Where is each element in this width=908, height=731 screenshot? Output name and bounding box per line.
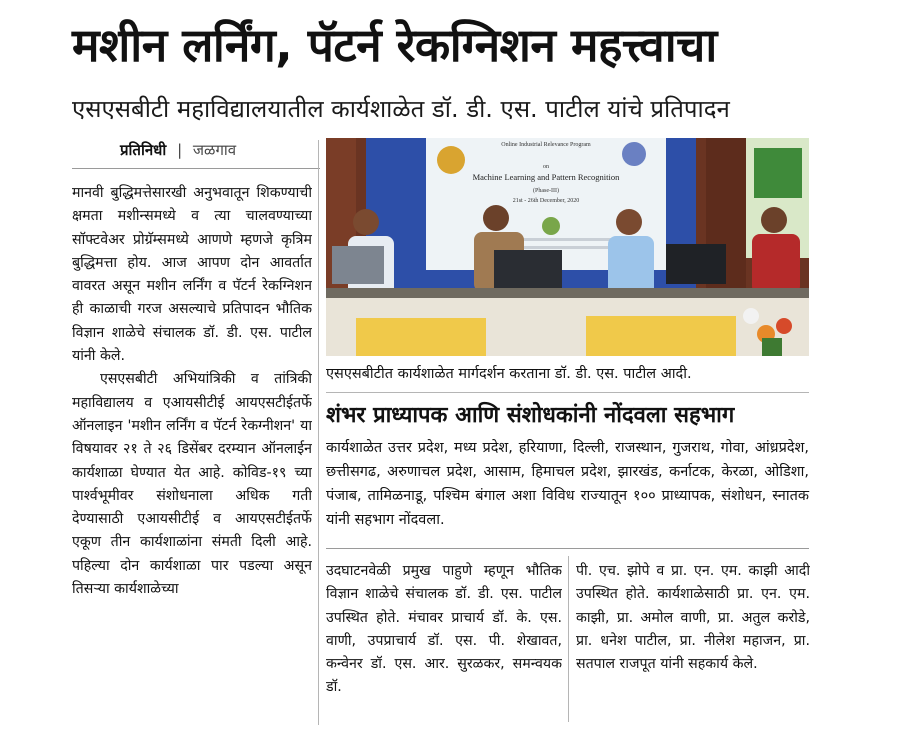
left-column (72, 182, 312, 722)
news-photo (326, 138, 809, 356)
left-column-top-rule (72, 168, 320, 169)
byline-separator: | (177, 141, 183, 159)
subheadline: एसएसबीटी महाविद्यालयातील कार्यशाळेत डॉ. डी. एस. पाटील यांचे प्रतिपादन (72, 95, 730, 123)
banner-line-1: Online Industrial Relevance Program (501, 142, 591, 148)
caption-rule (326, 392, 809, 393)
lower-column-divider (568, 556, 569, 722)
byline (120, 138, 236, 162)
banner-line-4: (Phase-III) (533, 188, 559, 194)
section-rule (326, 548, 809, 549)
reporter-label: प्रतिनिधी (120, 141, 167, 159)
photo-caption: एसएसबीटीत कार्यशाळेत मार्गदर्शन करताना डॉ. डी. एस. पाटील आदी. (326, 366, 692, 382)
right-column: पी. एच. झोपे व प्रा. एन. एम. काझी आदी उपस्थित होते. कार्यशाळेसाठी प्रा. एन. एम. काझी, प्रा. अमोल वाणी, प्रा. अतुल करोडे, प्रा. धनेश पाटील, प्रा. नीलेश महाजन, प्रा. सतपाल राजपूत यांनी सहकार्य केले. (576, 563, 810, 673)
column-divider (318, 140, 319, 725)
banner-line-5: 21st - 26th December, 2020 (512, 198, 580, 204)
left-paragraph-1: मानवी बुद्धिमत्तेसारखी अनुभवातून शिकण्याची क्षमता मशीन्समध्ये व त्या चालवण्याच्या सॉफ्टवेअर प्रोग्रॅम्समध्ये आणणे म्हणजे कृत्रिम बुद्धिमत्ता होय. आज आपण दोन आवर्तात वावरत असून मशीन लर्निंग व पॅटर्न रेकग्निशन ही काळाची गरज असल्याचे प्रतिपादन भौतिक विज्ञान शाळेचे संचालक डॉ. डी. एस. पाटील यांनी केले. (72, 185, 312, 365)
location-label: जळगाव (192, 141, 237, 159)
headline: मशीन लर्निंग, पॅटर्न रेकग्निशन महत्त्वाचा (72, 18, 717, 72)
states-paragraph: कार्यशाळेत उत्तर प्रदेश, मध्य प्रदेश, हरियाणा, दिल्ली, राजस्थान, गुजराथ, गोवा, आंध्रप्रदेश, छत्तीसगढ, अरुणाचल प्रदेश, आसाम, हिमाचल प्रदेश, झारखंड, कर्नाटक, केरळा, ओडिशा, पंजाब, तामिळनाडू, पश्चिम बंगाल अशा विविध राज्यातून १०० प्राध्यापक, संशोधन, स्नातक यांनी सहभाग नोंदवला. (326, 440, 809, 528)
section-subheading: शंभर प्राध्यापक आणि संशोधकांनी नोंदवला सहभाग (326, 403, 735, 428)
banner-line-2: on (543, 164, 549, 170)
left-paragraph-2: एसएसबीटी अभियांत्रिकी व तांत्रिकी महाविद्यालय व एआयसीटीई आयएसटीईतर्फे ऑनलाइन 'मशीन लर्निंग व पॅटर्न रेकग्नीशन' या विषयावर २१ ते २६ डिसेंबर दरम्यान ऑनलाईन कार्यशाळा घेण्यात येत आहे. कोविड-१९ च्या पार्श्वभूमीवर संशोधनाला अधिक गती देण्यासाठी एआयसीटीई व आयएसटीईतर्फे एकूण तीन कार्यशाळांना संमती दिली आहे. पहिल्या दोन कार्यशाळा पार पडल्या असून तिसऱ्या कार्यशाळेच्या (72, 371, 312, 598)
banner-line-3: Machine Learning and Pattern Recognition (472, 172, 620, 182)
middle-column: उदघाटनवेळी प्रमुख पाहुणे म्हणून भौतिक विज्ञान शाळेचे संचालक डॉ. डी. एस. पाटील उपस्थित होते. मंचावर प्राचार्य डॉ. के. एस. वाणी, उपप्राचार्य डॉ. एस. पी. शेखावत, कन्वेनर डॉ. एस. आर. सुरळकर, समन्वयक डॉ. (326, 563, 562, 696)
